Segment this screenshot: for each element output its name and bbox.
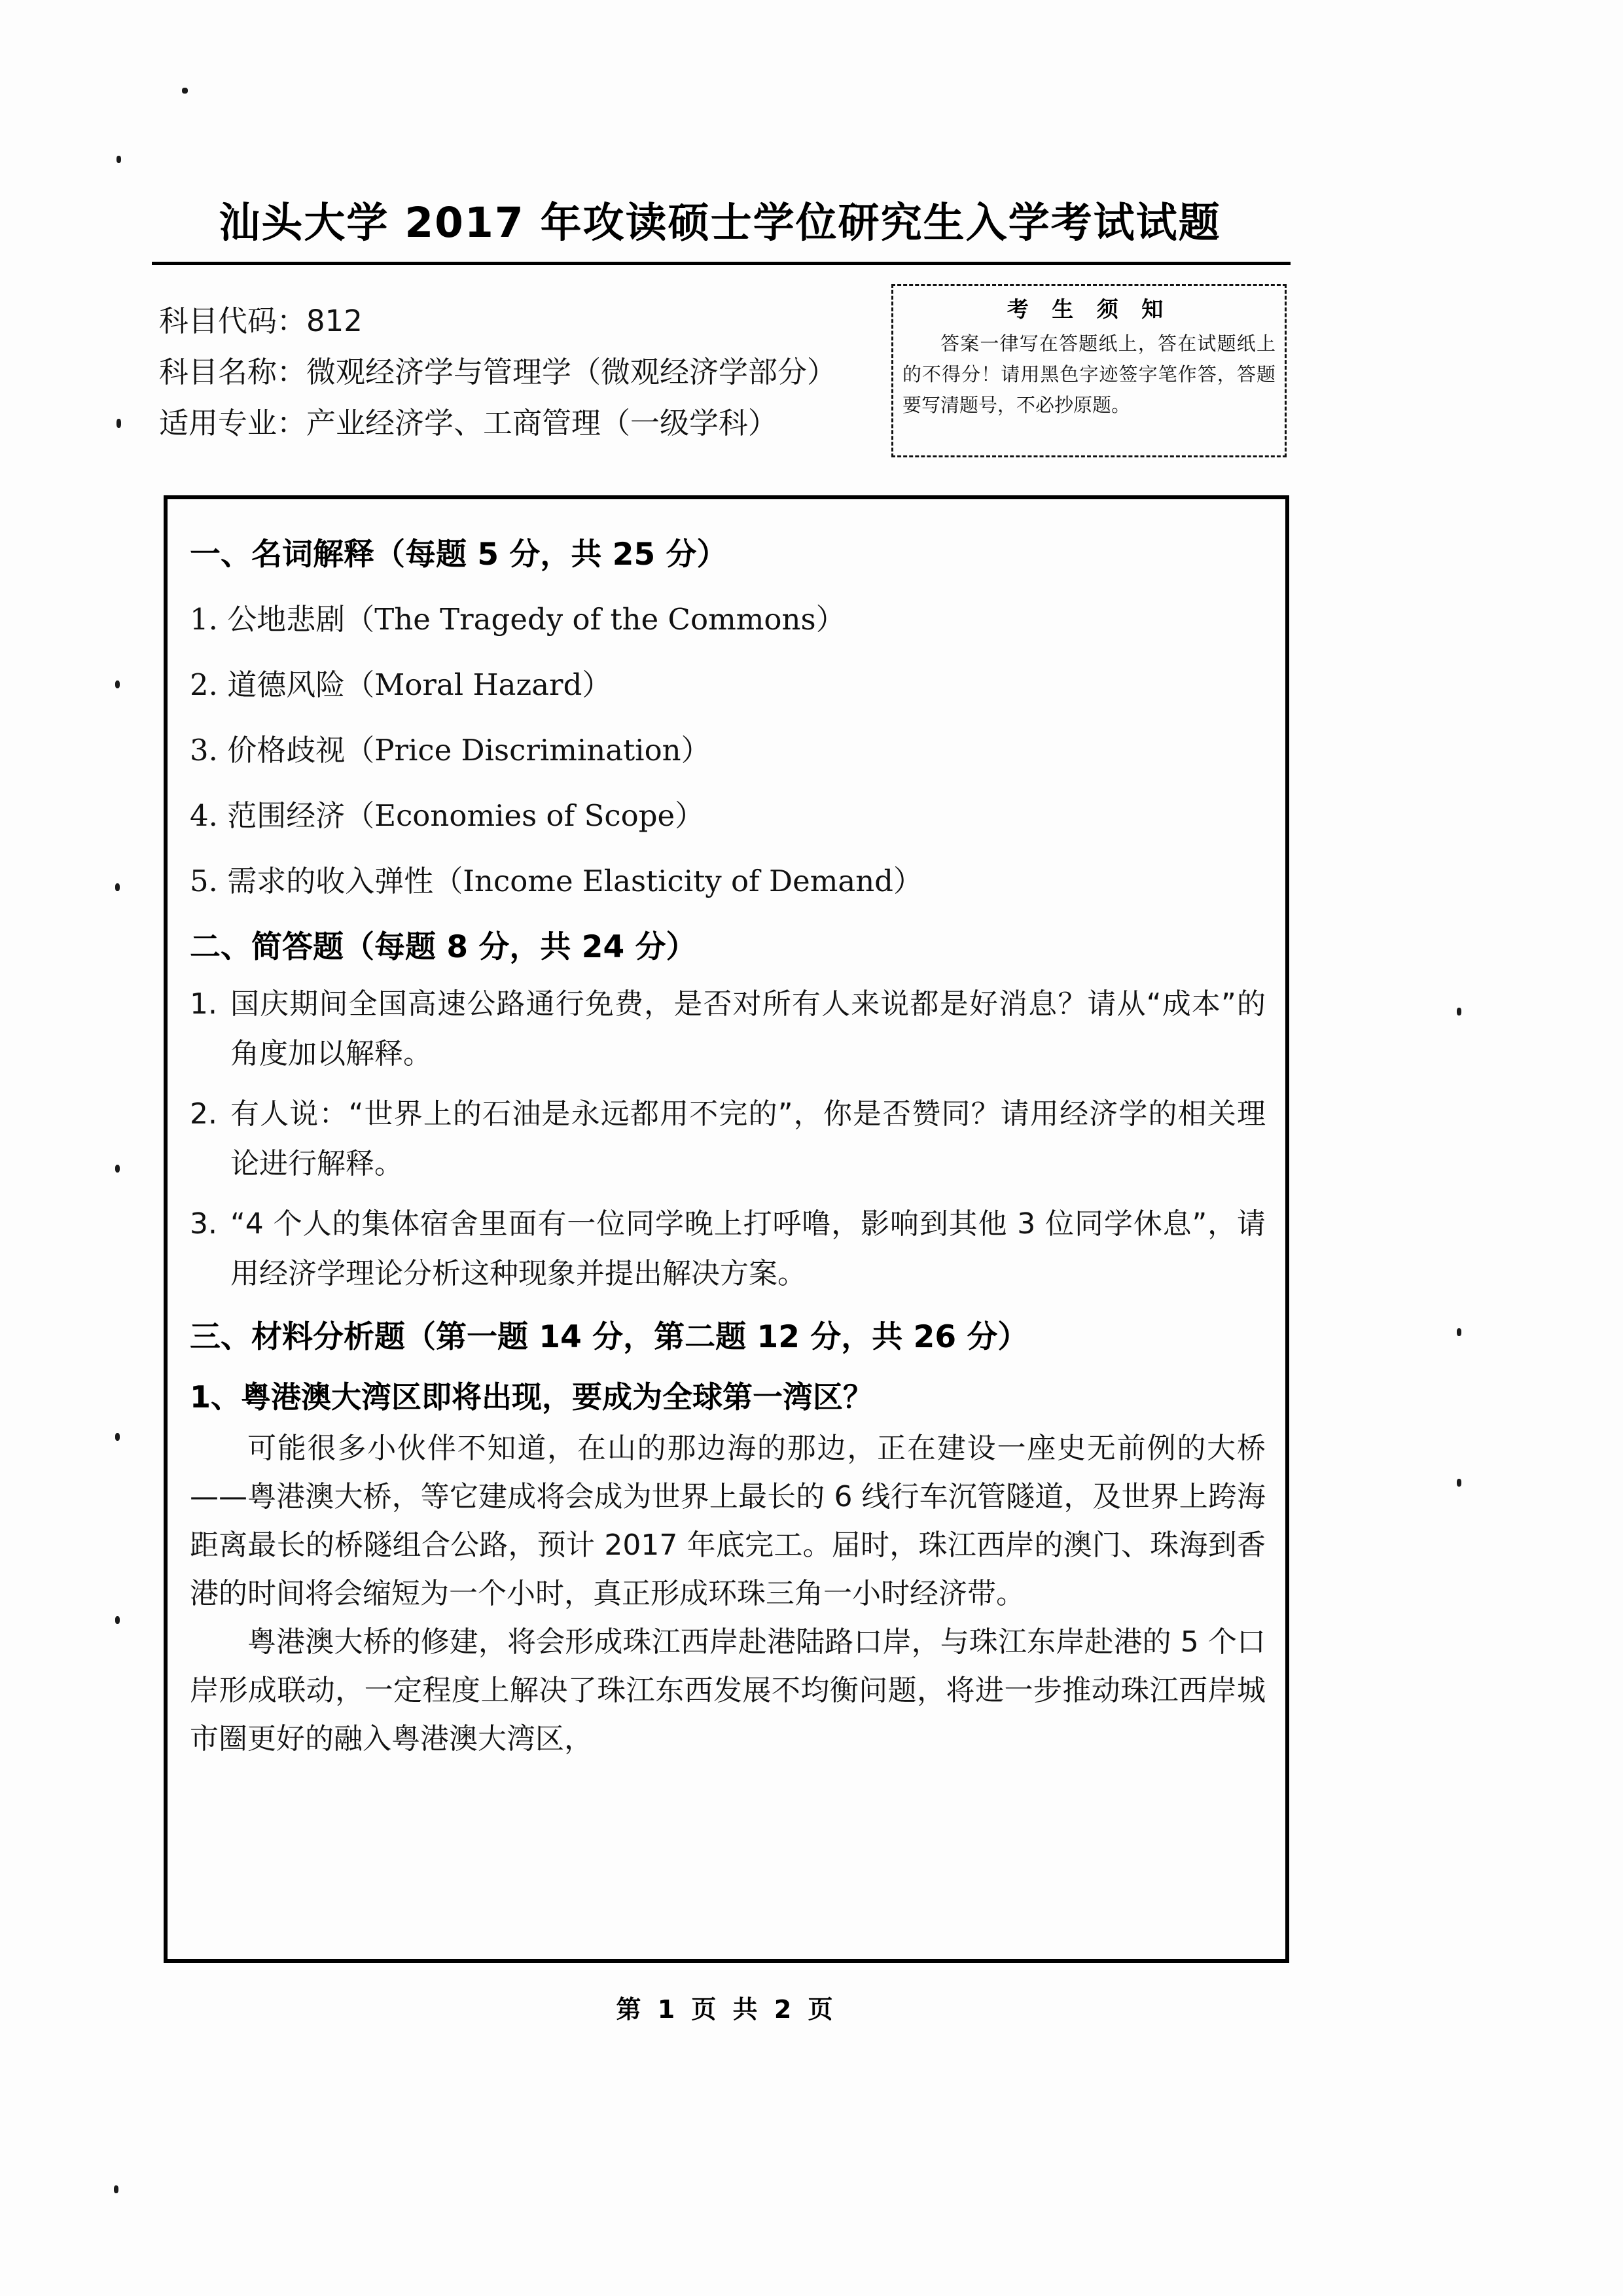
section-two-heading: 二、简答题（每题 8 分，共 24 分） (190, 929, 697, 965)
section-one-heading: 一、名词解释（每题 5 分，共 25 分） (190, 537, 728, 573)
applicable-major-row: 适用专业：产业经济学、工商管理（一级学科） (159, 406, 778, 440)
scan-speckle (115, 680, 120, 688)
page-title: 汕头大学 2017 年攻读硕士学位研究生入学考试试题 (219, 199, 1221, 247)
term-item: 3. 价格歧视（Price Discrimination） (190, 733, 711, 768)
question-text: 国庆期间全国高速公路通行免费，是否对所有人来说都是好消息？请从“成本”的角度加以解释。 (230, 987, 1266, 1070)
subject-meta-block (159, 296, 866, 449)
material-one-title: 1、粤港澳大湾区即将出现，要成为全球第一湾区？ (190, 1379, 874, 1415)
notice-body: 答案一律写在答题纸上，答在试题纸上的不得分！请用黑色字迹签字笔作答，答题要写清题号，不必抄原题。 (902, 332, 1275, 416)
section-three-heading: 三、材料分析题（第一题 14 分，第二题 12 分，共 26 分） (190, 1319, 1029, 1355)
scan-speckle (1457, 1328, 1461, 1336)
scan-speckle (114, 2185, 118, 2193)
scan-speckle (115, 1433, 120, 1441)
notice-title: 考 生 须 知 (1007, 296, 1171, 322)
question-text: “4 个人的集体宿舍里面有一位同学晚上打呼噜，影响到其他 3 位同学休息”，请用经济学理论分析这种现象并提出解决方案。 (230, 1207, 1266, 1290)
scan-speckle (115, 883, 120, 891)
exam-content-frame (164, 495, 1289, 1963)
question-text: 有人说：“世界上的石油是永远都用不完的”，你是否赞同？请用经济学的相关理论进行解释。 (230, 1097, 1266, 1180)
question-number: 2. (190, 1097, 217, 1131)
scan-speckle (1457, 1479, 1461, 1487)
term-item: 1. 公地悲剧（The Tragedy of the Commons） (190, 602, 846, 637)
examinee-notice-box (891, 284, 1287, 457)
subject-name-row: 科目名称：微观经济学与管理学（微观经济学部分） (159, 355, 837, 389)
scan-speckle (115, 1165, 120, 1173)
term-item: 2. 道德风险（Moral Hazard） (190, 667, 612, 702)
scan-speckle (182, 88, 188, 94)
subject-code-row: 科目代码：812 (159, 304, 363, 338)
short-answer-question (190, 1199, 1266, 1299)
scan-speckle (115, 1616, 120, 1624)
short-answer-question (190, 980, 1266, 1079)
title-underline-rule (152, 262, 1291, 265)
term-item: 4. 范围经济（Economies of Scope） (190, 798, 705, 833)
material-paragraph: 粤港澳大桥的修建，将会形成珠江西岸赴港陆路口岸，与珠江东岸赴港的 5 个口岸形成联动，一定程度上解决了珠江东西发展不均衡问题，将进一步推动珠江西岸城市圈更好的融入粤港澳大湾区， (190, 1625, 1266, 1756)
page-footer: 第 1 页 共 2 页 (616, 1995, 837, 2024)
short-answer-question (190, 1089, 1266, 1189)
scan-speckle (116, 156, 121, 163)
scan-speckle (116, 419, 121, 428)
material-paragraph: 可能很多小伙伴不知道，在山的那边海的那边，正在建设一座史无前例的大桥——粤港澳大桥，等它建成将会成为世界上最长的 6 线行车沉管隧道，及世界上跨海距离最长的桥隧组合公路，预计 2017 年底完工。届时，珠江西岸的澳门、珠海到香港的时间将会缩短为一个小时，真正形成环珠三角一小时经济带。 (190, 1432, 1266, 1610)
scan-speckle (1457, 1008, 1461, 1016)
question-number: 1. (190, 987, 217, 1021)
question-number: 3. (190, 1207, 217, 1241)
term-item: 5. 需求的收入弹性（Income Elasticity of Demand） (190, 864, 923, 898)
